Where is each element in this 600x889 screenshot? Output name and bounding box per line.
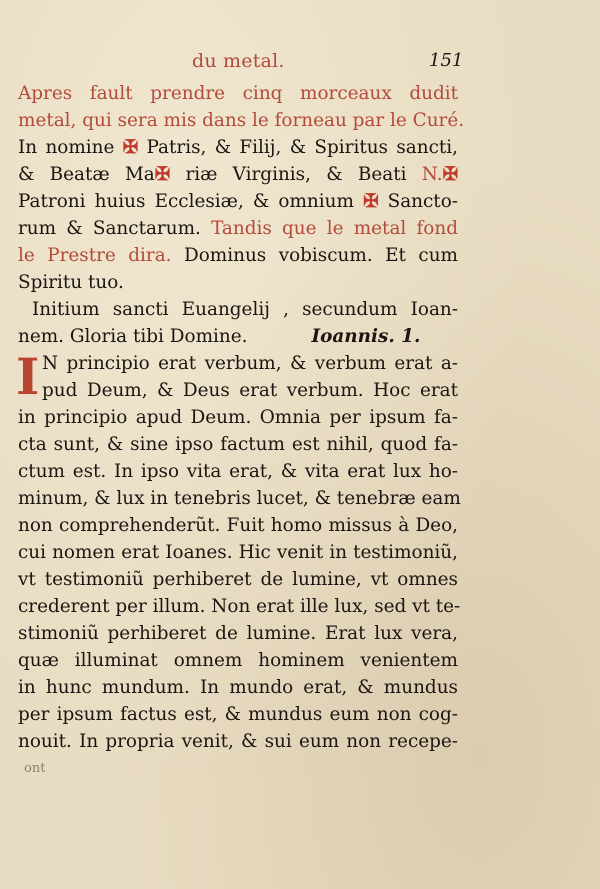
catchword: ont [24,761,46,776]
text-span: & Beatæ Ma [18,164,155,185]
red-cross-icon: ✠ [363,191,379,212]
text-span: Sancto- [378,191,458,212]
drop-cap-initial: I [16,347,40,406]
rubric-span: Tandis que le metal fond [211,218,458,239]
gospel-line: non comprehenderũt. Fuit homo missus à Deo, [18,515,458,536]
gospel-line: per ipsum factus est, & mundus eum non cog- [18,704,458,725]
rubric-line: Apres fault prendre cinq morceaux dudit [18,83,458,104]
rite-line [18,161,458,188]
text-span: Patris, & Filij, & Spiritus sancti, [138,137,458,158]
running-head: du metal. [192,50,285,72]
name-placeholder: N. [421,164,443,185]
gospel-line: stimoniũ perhiberet de lumine. Erat lux vera, [18,623,458,644]
gospel-line: cui nomen erat Ioanes. Hic venit in testimoniũ, [18,542,458,563]
page-header [0,50,600,78]
gospel-reference: Ioannis. 1. [311,326,421,347]
gospel-line: crederent per illum. Non erat ille lux, sed vt te- [18,596,461,617]
text-span: In nomine [18,137,123,158]
rite-line [18,134,458,161]
text-span: riæ Virginis, & Beati [170,164,422,185]
gospel-line: N principio erat verbum, & verbum erat a- [42,353,458,374]
gospel-line: pud Deum, & Deus erat verbum. Hoc erat [42,380,458,401]
gospel-line: vt testimoniũ perhiberet de lumine, vt omnes [18,569,458,590]
rubric-line: metal, qui sera mis dans le forneau par le Curé. [18,110,465,131]
gospel-intro-line [18,323,458,350]
rite-line [18,188,458,215]
rite-line [18,242,458,269]
rite-line: Spiritu tuo. [18,272,124,293]
gospel-line: quæ illuminat omnem hominem venientem [18,650,458,671]
text-span: rum & Sanctarum. [18,218,212,239]
page-number: 151 [429,50,464,71]
main-text [16,80,465,782]
gospel-paragraph [16,347,458,406]
red-cross-icon: ✠ [154,164,171,185]
red-cross-icon: ✠ [122,137,139,158]
gospel-line: in principio apud Deum. Omnia per ipsum fa- [18,407,458,428]
gospel-line: nouit. In propria venit, & sui eum non recepe- [18,731,458,752]
gospel-line: ctum est. In ipso vita erat, & vita erat lux ho- [18,461,458,482]
gospel-line: cta sunt, & sine ipso factum est nihil, quod fa- [18,434,458,455]
gospel-line: in hunc mundum. In mundo erat, & mundus [18,677,458,698]
text-span: Patroni huius Ecclesiæ, & omnium [18,191,364,212]
red-cross-icon: ✠ [442,164,458,185]
text-span: Dominus vobiscum. Et cum [171,245,458,266]
gospel-intro-line: Initium sancti Euangelij , secundum Ioan- [32,299,458,320]
text-span: nem. Gloria tibi Domine. [18,326,248,347]
rite-line [18,215,458,242]
rubric-span: le Prestre dira. [18,245,172,266]
gospel-line: minum, & lux in tenebris lucet, & tenebræ eam [18,488,461,509]
